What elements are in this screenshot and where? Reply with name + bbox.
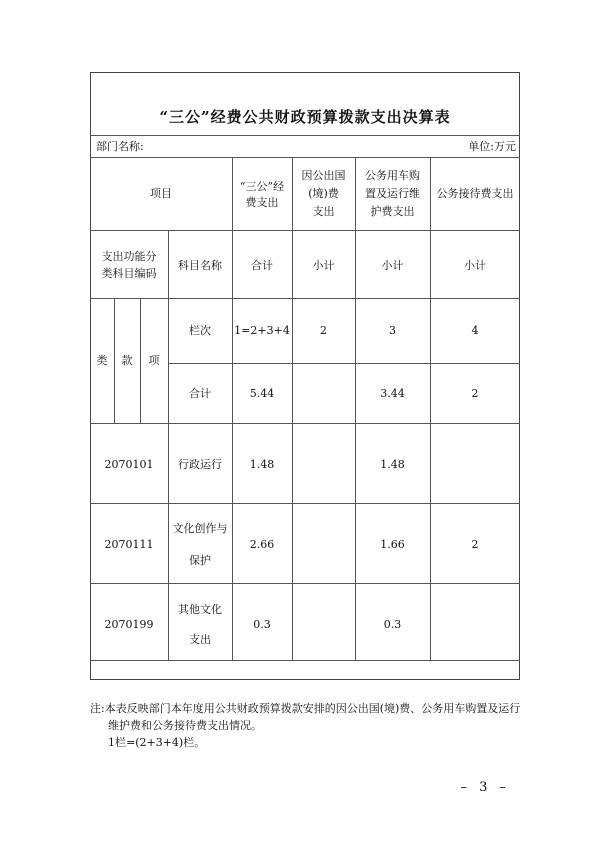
row2-code: 2070111 (104, 538, 154, 551)
total-col3: 3.44 (380, 387, 405, 400)
lanci-col3: 3 (389, 324, 396, 337)
rule-subheader (90, 298, 520, 299)
header-code-l2: 类科目编码 (101, 267, 157, 280)
header-col3-l1: 公务用车购 (365, 169, 420, 182)
page-number: – 3 – (460, 780, 510, 795)
col-rule-1 (232, 157, 233, 660)
header-col1-l2: 费支出 (245, 196, 279, 209)
rule-title (90, 135, 520, 136)
total-col1: 5.44 (249, 387, 275, 400)
row2-col3: 1.66 (380, 538, 405, 551)
header-item: 项目 (150, 187, 172, 200)
rule-lanci (168, 363, 520, 364)
row1-col1: 1.48 (249, 458, 275, 471)
row2-col4: 2 (471, 538, 479, 551)
header-sub3: 小计 (381, 259, 404, 272)
rule-row3 (90, 660, 520, 661)
col-rule-subject (168, 230, 169, 660)
header-subject: 科目名称 (178, 259, 222, 272)
header-xiang: 项 (148, 354, 160, 367)
row2-col1: 2.66 (249, 538, 275, 551)
col-rule-4 (430, 157, 431, 660)
note-line-2: 维护费和公务接待费支出情况。 (108, 719, 262, 732)
header-col2-l3: 支出 (312, 205, 335, 218)
total-label: 合计 (189, 387, 211, 400)
header-lei: 类 (96, 354, 108, 367)
row2-name-l1: 文化创作与 (172, 522, 228, 535)
header-sub4: 小计 (464, 259, 486, 272)
row1-code: 2070101 (104, 458, 154, 471)
rule-row2 (90, 583, 520, 584)
row3-code: 2070199 (104, 618, 154, 631)
row3-name-l2: 支出 (189, 633, 211, 646)
note-line-1: 注:本表反映部门本年度用公共财政预算拨款安排的因公出国(境)费、公务用车购置及运行 (90, 702, 521, 715)
row3-col3: 0.3 (383, 618, 402, 631)
rule-row1 (90, 503, 520, 504)
row1-name: 行政运行 (178, 458, 222, 471)
page-title: “三公”经费公共财政预算拨款支出决算表 (159, 108, 451, 126)
header-col2-l2: (境)费 (308, 187, 339, 200)
rule-dept (90, 157, 520, 158)
header-col3-l3: 护费支出 (370, 205, 415, 218)
rule-header (90, 230, 520, 231)
header-col4: 公务接待费支出 (436, 187, 514, 200)
lanci-col2: 2 (320, 324, 327, 337)
row1-col3: 1.48 (380, 458, 405, 471)
lanci-label: 栏次 (189, 324, 211, 337)
row2-name-l2: 保护 (189, 554, 211, 567)
header-col3-l2: 置及运行维 (365, 187, 420, 200)
lanci-col1: 1=2+3+4 (234, 324, 290, 337)
header-col1-l1: “三公”经 (239, 180, 285, 193)
total-col4: 2 (471, 387, 479, 400)
unit-label: 单位:万元 (468, 140, 516, 153)
row3-col1: 0.3 (253, 618, 271, 631)
header-col2-l1: 因公出国 (301, 169, 346, 182)
col-rule-3 (355, 157, 356, 660)
lanci-col4: 4 (471, 324, 479, 337)
header-sub2: 小计 (312, 259, 335, 272)
note-line-3: 1栏=(2+3+4)栏。 (108, 736, 206, 749)
header-sum1: 合计 (251, 259, 273, 272)
col-rule-2 (292, 157, 293, 660)
row3-name-l1: 其他文化 (178, 603, 222, 616)
table-frame (90, 72, 520, 680)
header-kuan: 款 (121, 354, 133, 367)
rule-total (90, 423, 520, 424)
header-code-l1: 支出功能分 (101, 250, 157, 263)
dept-label: 部门名称: (96, 140, 144, 153)
